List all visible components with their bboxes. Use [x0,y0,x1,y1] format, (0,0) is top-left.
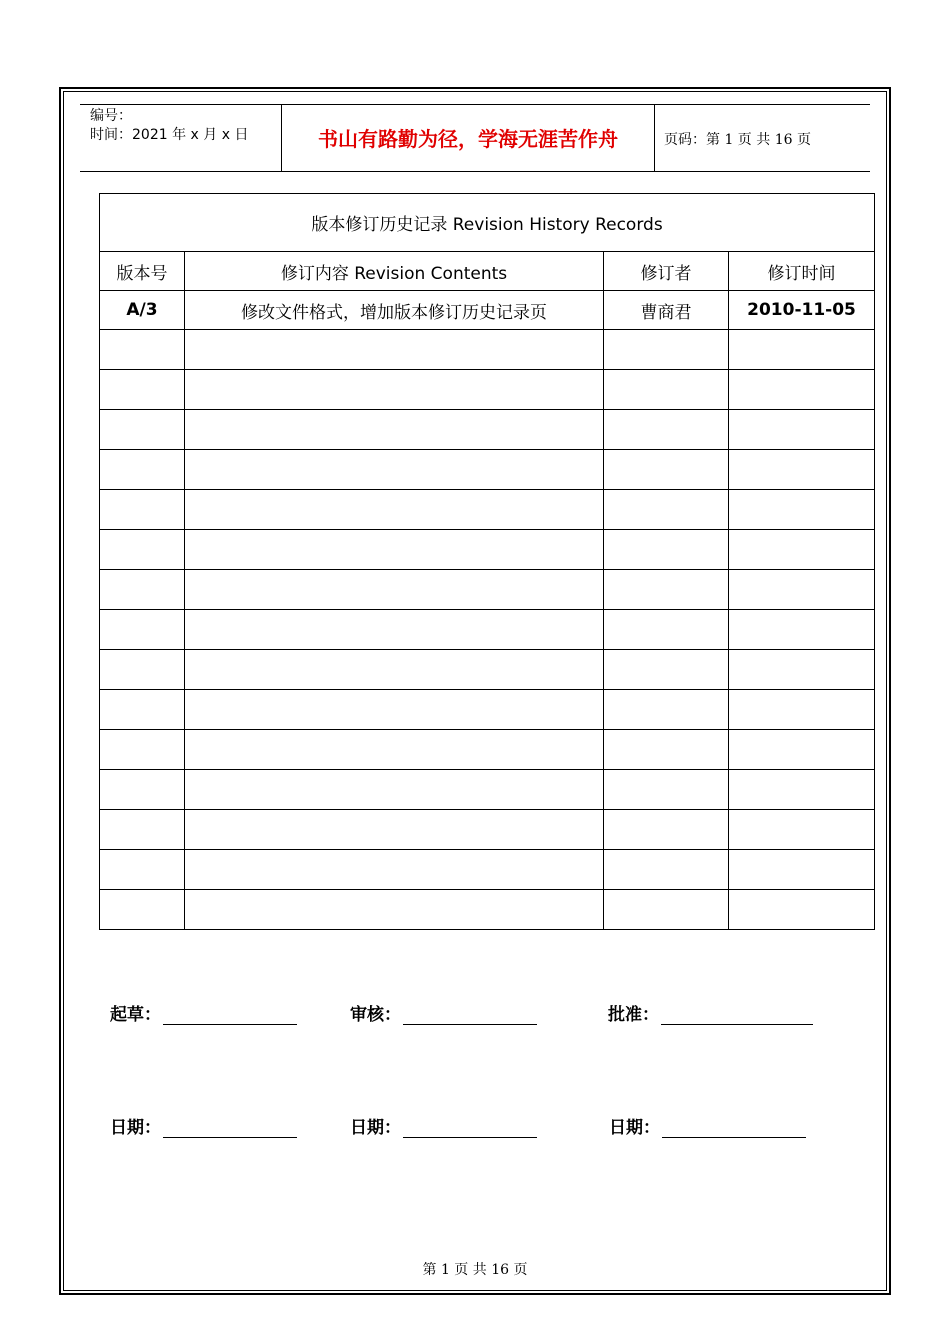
header-meta [90,107,248,145]
empty-cell[interactable] [604,810,729,850]
empty-cell[interactable] [729,450,875,490]
empty-cell[interactable] [729,770,875,810]
table-row-empty [100,730,875,770]
table-row-empty [100,810,875,850]
empty-cell[interactable] [185,890,604,930]
table-row-empty [100,330,875,370]
date-label: 日期： [110,1118,161,1138]
empty-cell[interactable] [604,370,729,410]
table-row-empty [100,530,875,570]
empty-cell[interactable] [729,730,875,770]
empty-cell[interactable] [729,850,875,890]
header-divider [654,104,655,171]
empty-cell[interactable] [604,330,729,370]
empty-cell[interactable] [100,890,185,930]
table-row-empty [100,490,875,530]
empty-cell[interactable] [729,370,875,410]
empty-cell[interactable] [100,330,185,370]
empty-cell[interactable] [604,450,729,490]
empty-cell[interactable] [100,770,185,810]
empty-cell[interactable] [729,690,875,730]
approve-date [609,1113,806,1138]
approve-signature-line[interactable] [661,1008,813,1025]
empty-cell[interactable] [604,530,729,570]
empty-cell[interactable] [185,490,604,530]
table-row-empty [100,770,875,810]
empty-cell[interactable] [729,410,875,450]
empty-cell[interactable] [185,450,604,490]
empty-cell[interactable] [100,530,185,570]
empty-cell[interactable] [185,570,604,610]
header-page-info: 页码：第 1 页 共 16 页 [664,132,811,148]
empty-cell[interactable] [185,770,604,810]
draft-signature-line[interactable] [163,1008,297,1025]
empty-cell[interactable] [604,850,729,890]
empty-cell[interactable] [100,410,185,450]
empty-cell[interactable] [604,490,729,530]
draft-date-line[interactable] [163,1121,297,1138]
table-row-empty [100,850,875,890]
empty-cell[interactable] [604,610,729,650]
draft-date [110,1113,297,1138]
empty-cell[interactable] [604,730,729,770]
empty-cell[interactable] [604,410,729,450]
column-header-date: 修订时间 [729,252,875,291]
empty-cell[interactable] [185,530,604,570]
empty-cell[interactable] [604,690,729,730]
empty-cell[interactable] [729,890,875,930]
date-label: 日期： [350,1118,401,1138]
empty-cell[interactable] [729,330,875,370]
table-row [100,291,875,330]
empty-cell[interactable] [729,610,875,650]
empty-cell[interactable] [185,330,604,370]
empty-cell[interactable] [729,810,875,850]
cell-date: 2010-11-05 [729,291,875,330]
empty-cell[interactable] [100,490,185,530]
review-signature [350,1000,537,1025]
table-title: 版本修订历史记录 Revision History Records [100,194,875,252]
empty-cell[interactable] [100,450,185,490]
empty-cell[interactable] [185,850,604,890]
empty-cell[interactable] [100,570,185,610]
column-header-contents: 修订内容 Revision Contents [185,252,604,291]
column-header-version: 版本号 [100,252,185,291]
empty-cell[interactable] [729,530,875,570]
approve-label: 批准： [608,1005,659,1025]
approve-signature [608,1000,813,1025]
empty-cell[interactable] [604,650,729,690]
date-label: 日期： [609,1118,660,1138]
empty-cell[interactable] [185,370,604,410]
table-row-empty [100,690,875,730]
review-signature-line[interactable] [403,1008,537,1025]
header-bottom-rule [80,171,870,172]
table-row-empty [100,370,875,410]
table-row-empty [100,410,875,450]
cell-contents: 修改文件格式，增加版本修订历史记录页 [185,291,604,330]
empty-cell[interactable] [729,570,875,610]
empty-cell[interactable] [604,770,729,810]
empty-cell[interactable] [100,730,185,770]
page-footer: 第 1 页 共 16 页 [422,1262,528,1278]
empty-cell[interactable] [604,570,729,610]
doc-date-label: 时间：2021 年 x 月 x 日 [90,127,249,143]
review-label: 审核： [350,1005,401,1025]
empty-cell[interactable] [729,650,875,690]
empty-cell[interactable] [100,610,185,650]
empty-cell[interactable] [185,610,604,650]
draft-label: 起草： [110,1005,161,1025]
review-date [350,1113,537,1138]
column-header-reviser: 修订者 [604,252,729,291]
empty-cell[interactable] [100,650,185,690]
empty-cell[interactable] [100,370,185,410]
empty-cell[interactable] [729,490,875,530]
cell-version: A/3 [100,291,185,330]
table-row-empty [100,570,875,610]
table-row-empty [100,450,875,490]
table-row-empty [100,610,875,650]
empty-cell[interactable] [185,690,604,730]
revision-history-table [99,193,875,930]
empty-cell[interactable] [100,850,185,890]
approve-date-line[interactable] [662,1121,806,1138]
empty-cell[interactable] [185,650,604,690]
doc-number-label: 编号： [90,108,132,124]
cell-reviser: 曹商君 [604,291,729,330]
header-motto: 书山有路勤为径，学海无涯苦作舟 [318,127,618,151]
table-row-empty [100,890,875,930]
empty-cell[interactable] [604,890,729,930]
empty-cell[interactable] [185,810,604,850]
empty-cell[interactable] [185,410,604,450]
table-row-empty [100,650,875,690]
empty-cell[interactable] [185,730,604,770]
review-date-line[interactable] [403,1121,537,1138]
empty-cell[interactable] [100,690,185,730]
draft-signature [110,1000,297,1025]
empty-cell[interactable] [100,810,185,850]
